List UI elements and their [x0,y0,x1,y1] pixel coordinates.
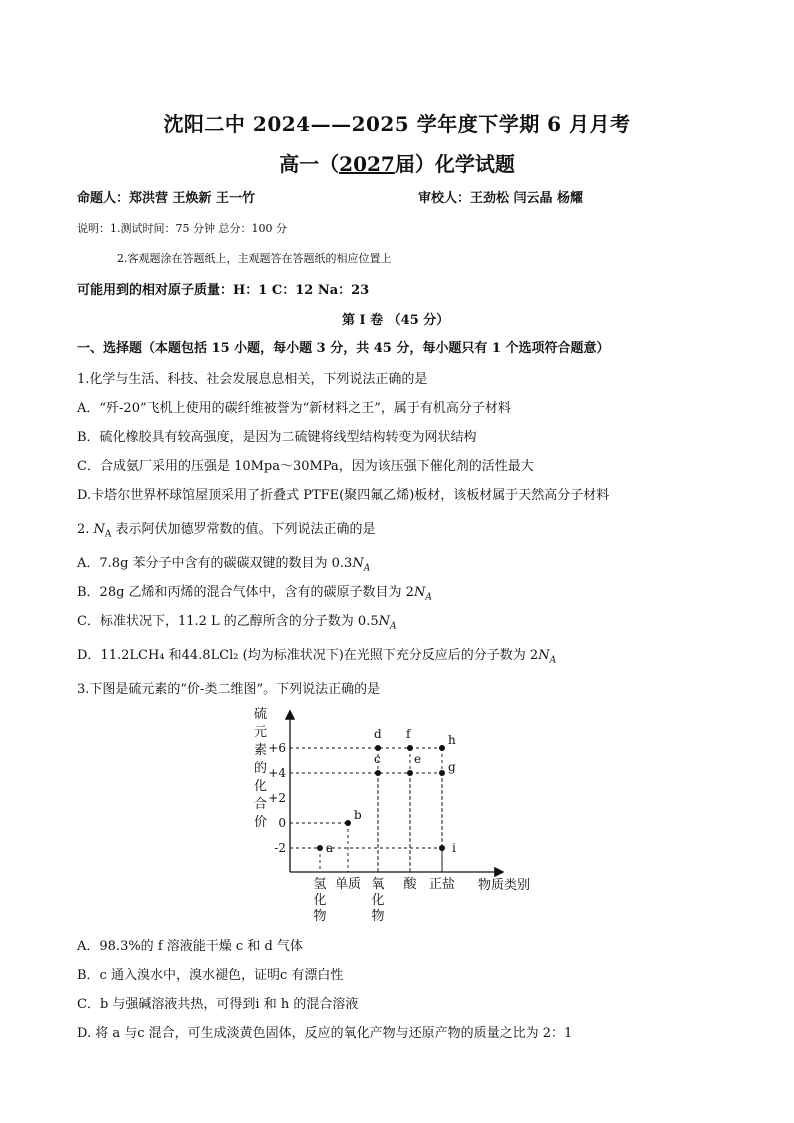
q2-stem-na-sub: A [104,529,112,540]
y-tick-label: +4 [268,766,286,780]
q2-stem-na: N [93,522,105,537]
q2-option-d [77,644,556,666]
valence-class-chart [240,700,560,930]
y-tick-label: +6 [268,741,286,755]
point-c [375,770,381,776]
y-axis-label-char: 素 [254,743,268,758]
subtitle-suffix: 届）化学试题 [394,152,515,176]
na-symbol: N [538,648,550,663]
na-subscript: A [363,563,371,574]
point-e [407,770,413,776]
x-tick-label-char: 物 [313,909,327,924]
q1-option-a: A．“歼-20”飞机上使用的碳纤维被誉为“新材料之王”，属于有机高分子材料 [77,401,511,416]
y-axis-label-char: 化 [254,779,268,794]
x-tick-label-char: 化 [313,893,327,908]
x-tick-label-char: 氢 [313,877,327,892]
x-tick-label-char: 化 [371,893,385,908]
point-g [439,770,445,776]
point-label-d: d [374,727,382,741]
q3-stem: 3.下图是硫元素的“价-类二维图”。下列说法正确的是 [77,682,381,697]
point-h [439,745,445,751]
y-tick-label: 0 [278,816,286,830]
point-d [375,745,381,751]
x-tick-label: 单质 [334,877,362,892]
volume-title: 第 I 卷 （45 分） [342,313,450,328]
na-subscript: A [389,621,397,632]
subtitle-prefix: 高一（ [279,152,340,176]
point-label-f: f [406,727,411,741]
q2-stem-rest: 表示阿伏加德罗常数的值。下列说法正确的是 [111,522,376,537]
q2-option-b [77,581,432,603]
point-label-h: h [448,733,456,747]
y-axis-label-char: 合 [254,797,268,812]
y-tick-label: -2 [274,841,286,855]
y-axis-label-char: 硫 [254,707,268,722]
note-time-score: 说明：1.测试时间：75 分钟 总分：100 分 [77,222,287,235]
q3-option-d: D. 将 a 与c 混合，可生成淡黄色固体，反应的氧化产物与还原产物的质量之比为 2：1 [77,1026,573,1041]
atomic-masses: 可能用到的相对原子质量：H：1 C：12 Na：23 [77,283,370,298]
q2-option-b-text: B．28g 乙烯和丙烯的混合气体中，含有的碳原子数目为 2 [77,585,414,600]
q2-option-a-text: A．7.8g 苯分子中含有的碳碳双键的数目为 0.3 [77,556,353,571]
q1-stem: 1.化学与生活、科技、社会发展息息相关，下列说法正确的是 [77,372,428,387]
q1-option-c: C．合成氨厂采用的压强是 10Mpa～30MPa，因为该压强下催化剂的活性最大 [77,459,534,474]
q3-option-b: B．c 通入溴水中，溴水褪色，证明c 有漂白性 [77,968,344,983]
y-axis-label [254,707,267,830]
point-a [317,845,323,851]
subtitle-year: 2027 [339,152,395,176]
x-axis-label: 物质类别 [478,878,531,893]
authors: 命题人：郑洪营 王焕新 王一竹 [77,191,256,206]
y-tick-label: +2 [268,791,286,805]
exam-title: 沈阳二中 2024——2025 学年度下学期 6 月月考 [163,112,631,136]
y-axis-label-char: 的 [254,761,268,776]
y-axis-label-char: 价 [254,815,268,830]
section-title: 一、选择题（本题包括 15 小题，每小题 3 分，共 45 分，每小题只有 1 个选项符合题意） [77,341,610,356]
point-label-g: g [448,760,456,774]
point-label-e: e [414,752,422,766]
y-axis-label-char: 元 [254,725,268,740]
exam-subtitle [0,148,794,177]
na-subscript: A [549,655,557,666]
point-label-i: i [452,841,456,855]
reviewers: 审校人：王劲松 闫云晶 杨耀 [418,191,584,206]
point-f [407,745,413,751]
q2-option-a [77,552,370,574]
x-tick-label: 酸 [403,877,417,892]
point-label-a: a [326,841,334,855]
q1-option-b: B．硫化橡胶具有较高强度，是因为二硫键将线型结构转变为网状结构 [77,430,477,445]
q3-option-a: A．98.3%的 f 溶液能干燥 c 和 d 气体 [77,939,303,954]
q2-option-c [77,610,396,632]
point-b [345,820,351,826]
q2-stem [77,518,376,540]
q3-option-c: C．b 与强碱溶液共热，可得到i 和 h 的混合溶液 [77,997,359,1012]
point-label-c: c [374,752,381,766]
na-symbol: N [352,556,364,571]
q2-stem-prefix: 2. [77,522,94,537]
note-answer-sheet: 2.客观题涂在答题纸上，主观题答在答题纸的相应位置上 [117,252,392,265]
q1-option-d: D.卡塔尔世界杯球馆屋顶采用了折叠式 PTFE(聚四氟乙烯)板材，该板材属于天然高分子材料 [77,488,610,503]
na-symbol: N [413,585,426,600]
na-symbol: N [378,614,390,629]
x-tick-label-char: 物 [371,909,385,924]
point-i [439,845,445,851]
na-subscript: A [425,592,432,603]
point-label-b: b [354,808,362,822]
x-tick-label-char: 氧 [371,877,385,892]
q2-option-c-text: C．标准状况下，11.2 L 的乙醇所含的分子数为 0.5 [77,614,379,629]
q2-option-d-text: D．11.2LCH₄ 和44.8LCl₂ (均为标准状况下)在光照下充分反应后的分子数为 2 [77,648,539,663]
x-tick-label: 正盐 [428,877,456,892]
